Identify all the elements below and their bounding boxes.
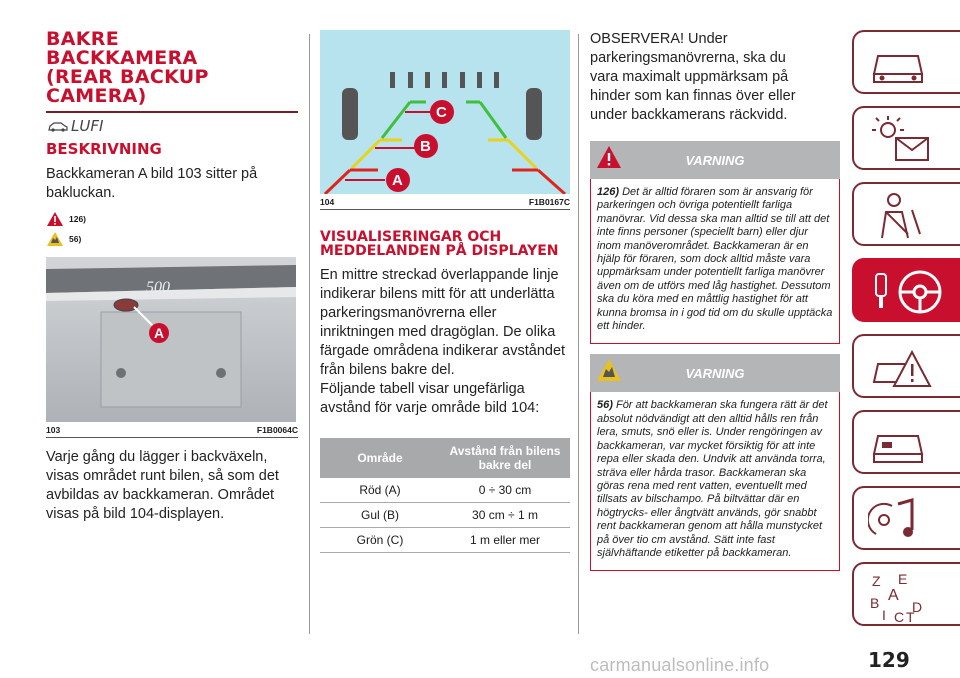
visualiseringar-table-intro: Följande tabell visar ungefärliga avstånd för varje område bild 104: — [320, 381, 540, 416]
ref-number: 126) — [69, 214, 87, 224]
logo-text: LUFI — [71, 117, 104, 135]
tab-index[interactable] — [852, 562, 960, 626]
title-line: (REAR BACKUP — [46, 66, 209, 88]
warning-header — [590, 354, 840, 392]
observera-note: OBSERVERA! Under parkeringsmanövrerna, ska du vara maximalt uppmärksam på hinder som kan finnas över eller under backkamerans räckvidd. — [590, 31, 796, 123]
warning-ref: 56) — [597, 399, 613, 412]
table-cell: Gul (B) — [320, 503, 440, 528]
table-row — [320, 478, 570, 503]
column-3 — [590, 30, 840, 571]
table-cell: 0 ÷ 30 cm — [440, 478, 570, 503]
distance-table — [320, 438, 570, 553]
svg-text:Z: Z — [872, 573, 881, 589]
warning-ref: 126) — [597, 186, 620, 198]
title-rule — [46, 111, 298, 113]
warning-body — [590, 179, 840, 344]
tab-emergency[interactable] — [852, 410, 960, 474]
column-1 — [46, 30, 298, 524]
warning-header — [590, 141, 840, 179]
tailgate-illustration — [46, 257, 296, 422]
heading-beskrivning: BESKRIVNING — [46, 140, 162, 158]
figure-104-caption — [320, 194, 570, 210]
vehicle-logo — [48, 117, 298, 135]
figure-104-image — [320, 30, 570, 194]
ref-warning — [46, 211, 298, 227]
warning-triangle-icon — [46, 211, 64, 227]
warning-triangle-icon — [596, 145, 622, 169]
column-2 — [320, 30, 570, 553]
lights-mail-icon — [868, 114, 938, 166]
seatbelt-icon — [868, 190, 928, 242]
warning-text: För att backkameran ska fungera rätt är det absolut nödvändigt att den alltid hålls ren från lera, smuts, snö eller is. Under rengöringen av backkameran, var mycket försiktig för att inte repa eller skada den. Undvik att använda torra, sträva eller hårda trasor. Backkameran ska göras rena med rent vatten, eventuellt med tillsats av bilschampo. På biltvättar där en högtrycks- eller ångtvätt används, gör snabbt rent backkameran genom att hålla munstycket på över tio cm avstånd. Sätt inte fast självhäftande etiketter på backkameran. — [597, 399, 828, 559]
ref-number: 56) — [69, 234, 82, 244]
figure-label-c: C — [436, 104, 447, 121]
figure-code: F1B0064C — [256, 425, 298, 435]
svg-text:D: D — [912, 599, 923, 615]
warning-box-2 — [590, 354, 840, 571]
tab-safety[interactable] — [852, 182, 960, 246]
table-cell: 30 cm ÷ 1 m — [440, 503, 570, 528]
warning-text: Det är alltid föraren som är ansvarig för parkeringen och övriga potentiellt farliga manövrar. Vid dessa ska man alltid se till att det inte finns personer (speciellt barn) eller djur inom manöverområdet. Backkameran är en hjälp för föraren, som dock alltid måste vara uppmärksam under potentiellt farliga manövrer även om de utförs med låg hastighet. Dessutom ska du köra med en måttlig hastighet för att kunna bromsa in i god tid om du skulle upptäcka ett hinder. — [597, 186, 833, 333]
svg-text:500: 500 — [146, 279, 170, 296]
figure-code: F1B0167C — [528, 197, 570, 207]
tab-dashboard[interactable] — [852, 30, 960, 94]
title-line: CAMERA) — [46, 85, 147, 107]
table-cell: 1 m eller mer — [440, 528, 570, 553]
warning-body — [590, 392, 840, 571]
warning-label: VARNING — [685, 152, 745, 168]
svg-text:B: B — [870, 595, 880, 611]
title-line: BACKKAMERA — [46, 47, 198, 69]
figure-number: 104 — [320, 197, 335, 207]
table-row — [320, 528, 570, 553]
section-title — [46, 30, 298, 106]
column-divider — [578, 34, 579, 634]
figure-label-b: B — [420, 138, 431, 155]
figure-label-a: A — [154, 325, 165, 341]
watermark: carmanualsonline.info — [590, 655, 770, 675]
tab-warning-lights[interactable] — [852, 334, 960, 398]
warning-box-1 — [590, 141, 840, 344]
alphabet-index-icon — [868, 570, 938, 626]
beskrivning-body: Backkameran A bild 103 sitter på bakluckan. — [46, 166, 258, 201]
table-cell: Grön (C) — [320, 528, 440, 553]
steering-wheel-icon — [868, 266, 948, 318]
table-header: Område — [320, 438, 440, 478]
caution-hand-icon — [596, 358, 622, 382]
figure-103-image — [46, 257, 296, 422]
svg-text:C: C — [894, 609, 905, 625]
warning-light-icon — [868, 342, 938, 394]
table-header-row — [320, 438, 570, 478]
tab-multimedia[interactable] — [852, 486, 960, 550]
table-row — [320, 503, 570, 528]
figure-103-caption — [46, 422, 298, 438]
warning-label: VARNING — [685, 365, 745, 381]
figure-number: 103 — [46, 425, 61, 435]
reverse-gear-text: Varje gång du lägger i backväxeln, visas området runt bilen, så som det avbildas av backkameran. Området visas på bild 104-displayen. — [46, 449, 279, 522]
page-number: 129 — [868, 648, 910, 672]
svg-text:E: E — [898, 571, 908, 587]
music-note-icon — [868, 494, 928, 546]
title-line: BAKRE — [46, 28, 120, 50]
svg-text:A: A — [888, 587, 899, 604]
svg-text:T: T — [906, 609, 915, 625]
tab-starting-driving[interactable] — [852, 258, 960, 322]
svg-text:I: I — [882, 607, 886, 623]
display-guidelines-illustration — [320, 30, 570, 194]
tab-lights[interactable] — [852, 106, 960, 170]
column-divider — [309, 34, 310, 634]
visualiseringar-body: En mittre streckad överlappande linje indikerar bilens mitt för att underlätta parkeringsmanövrerna eller inriktningen med dragöglan. De olika färgade områdena indikerar avståndet från bilens bakre del. — [320, 267, 566, 378]
table-cell: Röd (A) — [320, 478, 440, 503]
table-header: Avstånd från bilens bakre del — [440, 438, 570, 478]
car-front-icon — [868, 38, 928, 88]
car-icon — [48, 120, 68, 132]
heading-visualiseringar: VISUALISERINGAR OCH MEDDELANDEN PÅ DISPLAYEN — [320, 229, 559, 259]
caution-hand-icon — [46, 231, 64, 247]
figure-label-a: A — [392, 172, 403, 189]
car-side-icon — [868, 418, 928, 470]
ref-caution — [46, 231, 298, 247]
